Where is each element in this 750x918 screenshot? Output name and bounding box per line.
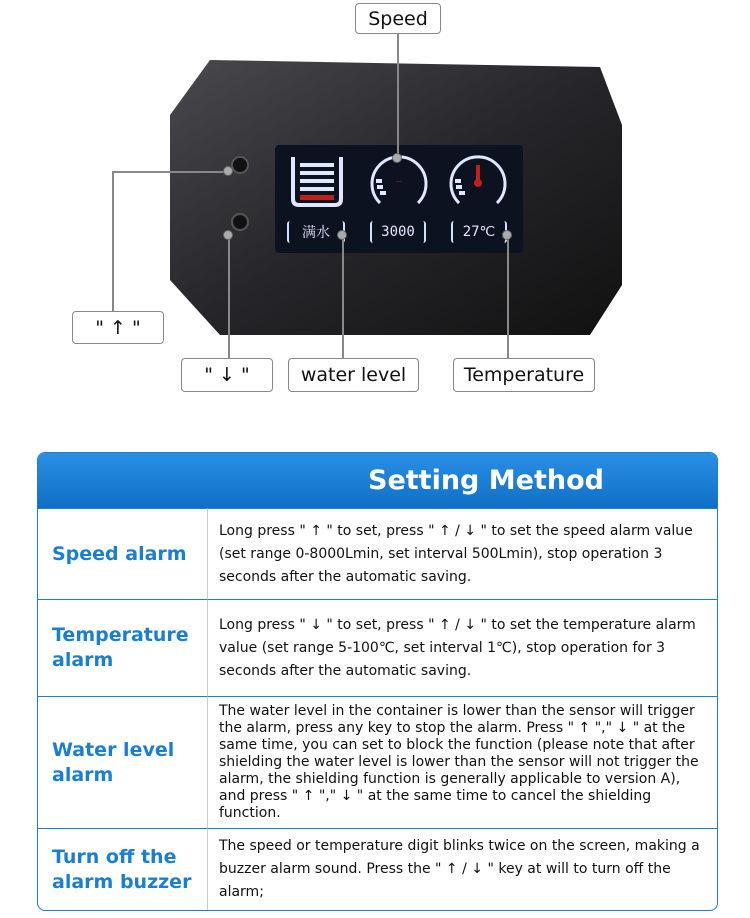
row-label: Turn off the alarm buzzer <box>38 828 208 910</box>
water-status-readout: 满水 <box>287 221 345 243</box>
row-label: Water level alarm <box>38 696 208 828</box>
table-row <box>38 696 717 828</box>
table-row <box>38 599 717 696</box>
table-row <box>38 508 717 599</box>
down-button[interactable] <box>231 213 249 231</box>
water-tank-icon <box>289 155 345 207</box>
row-description: Long press " ↓ " to set, press " ↑ / ↓ " to set the temperature alarm value (set range 5-100℃, set interval 1℃), stop operation for 3 seconds after the automatic saving. <box>208 599 717 696</box>
row-description: Long press " ↑ " to set, press " ↑ / ↓ " to set the speed alarm value (set range 0-8000Lmin, set interval 500Lmin), stop operation 3 seconds after the automatic saving. <box>208 508 717 599</box>
row-label: Temperature alarm <box>38 599 208 696</box>
up-button[interactable] <box>231 156 249 174</box>
down-key-callout: " ↓ " <box>181 358 273 392</box>
speed-readout: 3000 <box>370 221 426 243</box>
speed-callout: Speed <box>355 3 441 34</box>
row-description: The speed or temperature digit blinks twice on the screen, making a buzzer alarm sound. Press the " ↑ / ↓ " key at will to turn off the alarm; <box>208 828 717 910</box>
temperature-gauge-icon <box>447 151 509 209</box>
row-label: Speed alarm <box>38 508 208 599</box>
up-key-callout: " ↑ " <box>72 311 164 344</box>
water-level-callout: water level <box>288 358 419 392</box>
temperature-callout: Temperature <box>453 358 595 392</box>
table-title: Setting Method <box>38 453 717 508</box>
temperature-readout: 27℃ <box>451 221 507 243</box>
setting-method-table <box>37 452 718 911</box>
row-description: The water level in the container is lower than the sensor will trigger the alarm, press any key to stop the alarm. Press " ↑ "," ↓ " at the same time, you can set to block the function (please note that after shielding the water level is lower than the sensor will not trigger the alarm, the shielding function is generally applicable to version A), and press " ↑ "," ↓ " at the same time to cancel the shielding function. <box>208 696 717 828</box>
table-row <box>38 828 717 910</box>
svg-text:—: — <box>396 178 402 185</box>
